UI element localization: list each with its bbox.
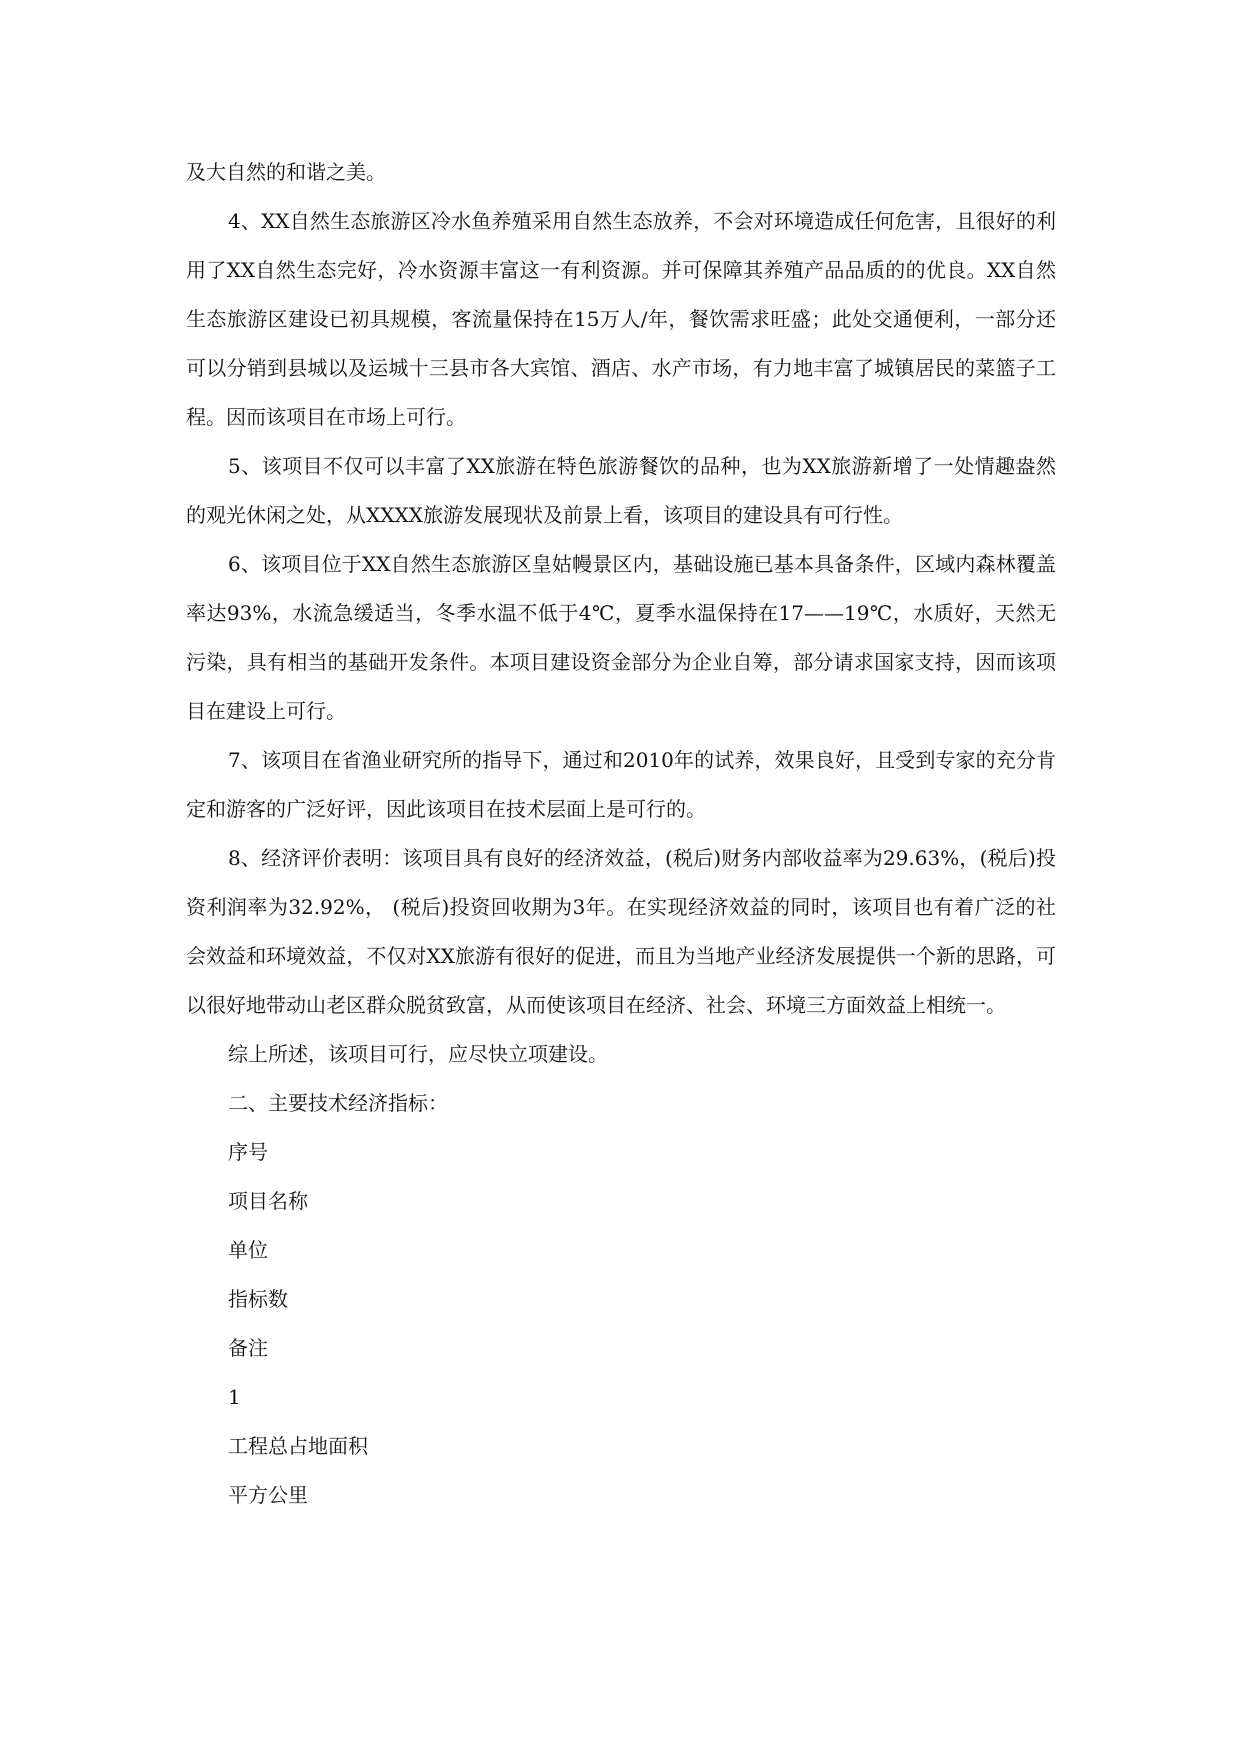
table-cell-index: 1	[228, 1385, 241, 1409]
table-header-remark: 备注	[228, 1336, 268, 1360]
table-header-item-name: 项目名称	[228, 1189, 308, 1213]
paragraph-item-5: 5、该项目不仅可以丰富了XX旅游在特色旅游餐饮的品种，也为XX旅游新增了一处情趣盎然的观光休闲之处，从XXXX旅游发展现状及前景上看，该项目的建设具有可行性。	[186, 454, 1056, 527]
table-cell-unit: 平方公里	[228, 1483, 308, 1507]
table-header-indicator: 指标数	[228, 1287, 288, 1311]
paragraph-item-8: 8、经济评价表明：该项目具有良好的经济效益，(税后)财务内部收益率为29.63%，(税后)投资利润率为32.92%， (税后)投资回收期为3年。在实现经济效益的同时，该项目也有着广泛的社会效益和环境效益，不仅对XX旅游有很好的促进，而且为当地产业经济发展提供一个新的思路，可以很好地带动山老区群众脱贫致富，从而使该项目在经济、社会、环境三方面效益上相统一。	[186, 846, 1056, 1017]
section-heading: 二、主要技术经济指标：	[228, 1091, 448, 1115]
table-cell-item-name: 工程总占地面积	[228, 1434, 368, 1458]
paragraph-item-6: 6、该项目位于XX自然生态旅游区皇姑幔景区内，基础设施已基本具备条件，区域内森林覆盖率达93%，水流急缓适当，冬季水温不低于4℃，夏季水温保持在17——19℃，水质好，天然无污染，具有相当的基础开发条件。本项目建设资金部分为企业自筹，部分请求国家支持，因而该项目在建设上可行。	[186, 552, 1056, 723]
paragraph-continuation: 及大自然的和谐之美。	[186, 160, 386, 184]
table-header-index: 序号	[228, 1140, 268, 1164]
paragraph-item-7: 7、该项目在省渔业研究所的指导下，通过和2010年的试养，效果良好，且受到专家的充分肯定和游客的广泛好评，因此该项目在技术层面上是可行的。	[186, 748, 1056, 821]
document-body	[186, 148, 1056, 1520]
table-header-unit: 单位	[228, 1238, 268, 1262]
paragraph-item-4: 4、XX自然生态旅游区冷水鱼养殖采用自然生态放养，不会对环境造成任何危害，且很好的利用了XX自然生态完好，冷水资源丰富这一有利资源。并可保障其养殖产品品质的的优良。XX自然生态旅游区建设已初具规模，客流量保持在15万人/年，餐饮需求旺盛；此处交通便利，一部分还可以分销到县城以及运城十三县市各大宾馆、酒店、水产市场，有力地丰富了城镇居民的菜篮子工程。因而该项目在市场上可行。	[186, 209, 1056, 429]
paragraph-conclusion: 综上所述，该项目可行，应尽快立项建设。	[228, 1042, 608, 1066]
